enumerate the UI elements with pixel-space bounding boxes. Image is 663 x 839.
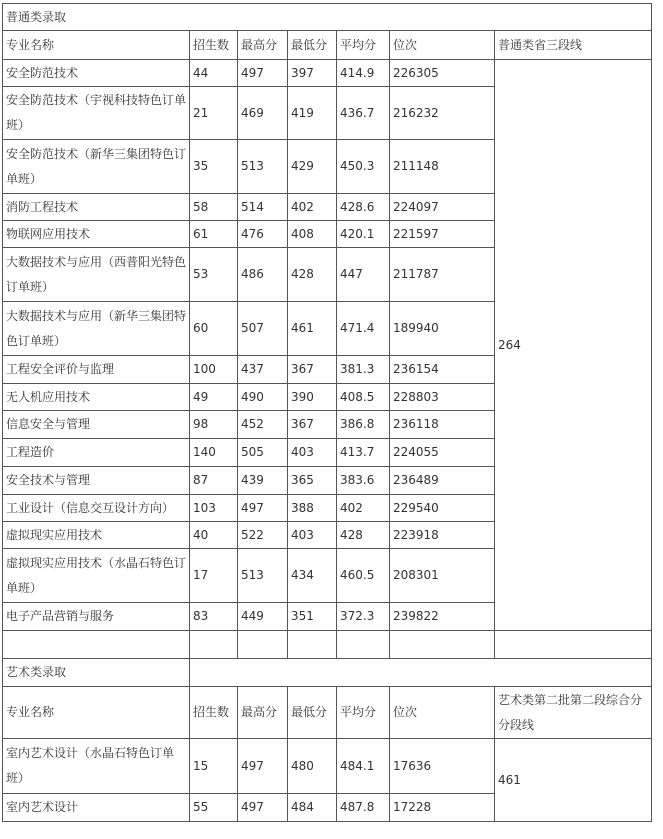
major-name-cell: 安全防范技术（新华三集团特色订单班） bbox=[3, 140, 190, 194]
value-cell: 224055 bbox=[390, 439, 495, 467]
value-cell: 439 bbox=[238, 467, 288, 495]
value-cell: 60 bbox=[190, 302, 238, 356]
admission-table bbox=[2, 3, 652, 822]
value-cell: 402 bbox=[288, 194, 337, 221]
empty-cell bbox=[495, 631, 652, 659]
major-name-cell: 室内艺术设计 bbox=[3, 794, 190, 822]
value-cell: 229540 bbox=[390, 495, 495, 522]
value-cell: 103 bbox=[190, 495, 238, 522]
value-cell: 189940 bbox=[390, 302, 495, 356]
col-header-rank: 位次 bbox=[390, 31, 495, 60]
value-cell: 513 bbox=[238, 140, 288, 194]
major-name-cell: 安全防范技术（宇视科技特色订单班） bbox=[3, 87, 190, 140]
value-cell: 17228 bbox=[390, 794, 495, 822]
value-cell: 428 bbox=[288, 248, 337, 302]
major-name-cell: 工业设计（信息交互设计方向） bbox=[3, 495, 190, 522]
value-cell: 223918 bbox=[390, 522, 495, 549]
value-cell: 236489 bbox=[390, 467, 495, 495]
empty-cell bbox=[190, 659, 652, 687]
value-cell: 381.3 bbox=[337, 356, 390, 384]
value-cell: 228803 bbox=[390, 384, 495, 411]
value-cell: 461 bbox=[288, 302, 337, 356]
value-cell: 434 bbox=[288, 549, 337, 603]
col-header-threshold: 普通类省三段线 bbox=[495, 31, 652, 60]
value-cell: 53 bbox=[190, 248, 238, 302]
col-header-name: 专业名称 bbox=[3, 31, 190, 60]
col-header-min: 最低分 bbox=[288, 31, 337, 60]
general-threshold-cell: 264 bbox=[495, 60, 652, 631]
value-cell: 351 bbox=[288, 603, 337, 631]
value-cell: 100 bbox=[190, 356, 238, 384]
value-cell: 211787 bbox=[390, 248, 495, 302]
value-cell: 87 bbox=[190, 467, 238, 495]
general-section-title: 普通类录取 bbox=[3, 4, 652, 31]
value-cell: 460.5 bbox=[337, 549, 390, 603]
value-cell: 224097 bbox=[390, 194, 495, 221]
value-cell: 428 bbox=[337, 522, 390, 549]
value-cell: 497 bbox=[238, 739, 288, 794]
major-name-cell: 虚拟现实应用技术 bbox=[3, 522, 190, 549]
major-name-cell: 安全技术与管理 bbox=[3, 467, 190, 495]
value-cell: 239822 bbox=[390, 603, 495, 631]
value-cell: 365 bbox=[288, 467, 337, 495]
value-cell: 469 bbox=[238, 87, 288, 140]
value-cell: 58 bbox=[190, 194, 238, 221]
art-title-row bbox=[3, 659, 652, 687]
major-name-cell: 电子产品营销与服务 bbox=[3, 603, 190, 631]
empty-cell bbox=[288, 631, 337, 659]
empty-cell bbox=[337, 631, 390, 659]
value-cell: 397 bbox=[288, 60, 337, 87]
value-cell: 484 bbox=[288, 794, 337, 822]
major-name-cell: 无人机应用技术 bbox=[3, 384, 190, 411]
major-name-cell: 工程安全评价与监理 bbox=[3, 356, 190, 384]
col-header-rank: 位次 bbox=[390, 687, 495, 739]
major-name-cell: 物联网应用技术 bbox=[3, 221, 190, 248]
value-cell: 497 bbox=[238, 60, 288, 87]
value-cell: 487.8 bbox=[337, 794, 390, 822]
value-cell: 98 bbox=[190, 411, 238, 439]
empty-cell bbox=[190, 631, 238, 659]
value-cell: 447 bbox=[337, 248, 390, 302]
value-cell: 476 bbox=[238, 221, 288, 248]
art-threshold-cell: 461 bbox=[495, 739, 652, 822]
table-row bbox=[3, 60, 652, 87]
value-cell: 40 bbox=[190, 522, 238, 549]
value-cell: 403 bbox=[288, 439, 337, 467]
empty-cell bbox=[390, 631, 495, 659]
admission-table-body bbox=[3, 4, 652, 822]
value-cell: 505 bbox=[238, 439, 288, 467]
separator-row bbox=[3, 631, 652, 659]
value-cell: 490 bbox=[238, 384, 288, 411]
value-cell: 403 bbox=[288, 522, 337, 549]
empty-cell bbox=[238, 631, 288, 659]
value-cell: 367 bbox=[288, 356, 337, 384]
col-header-threshold: 艺术类第二批第二段综合分分段线 bbox=[495, 687, 652, 739]
value-cell: 383.6 bbox=[337, 467, 390, 495]
value-cell: 497 bbox=[238, 495, 288, 522]
table-row bbox=[3, 739, 652, 794]
empty-cell bbox=[3, 631, 190, 659]
value-cell: 367 bbox=[288, 411, 337, 439]
value-cell: 216232 bbox=[390, 87, 495, 140]
value-cell: 388 bbox=[288, 495, 337, 522]
value-cell: 471.4 bbox=[337, 302, 390, 356]
col-header-max: 最高分 bbox=[238, 31, 288, 60]
art-section-title: 艺术类录取 bbox=[3, 659, 190, 687]
col-header-min: 最低分 bbox=[288, 687, 337, 739]
value-cell: 221597 bbox=[390, 221, 495, 248]
value-cell: 497 bbox=[238, 794, 288, 822]
major-name-cell: 信息安全与管理 bbox=[3, 411, 190, 439]
value-cell: 449 bbox=[238, 603, 288, 631]
value-cell: 49 bbox=[190, 384, 238, 411]
value-cell: 513 bbox=[238, 549, 288, 603]
col-header-avg: 平均分 bbox=[337, 31, 390, 60]
value-cell: 419 bbox=[288, 87, 337, 140]
col-header-avg: 平均分 bbox=[337, 687, 390, 739]
value-cell: 17 bbox=[190, 549, 238, 603]
general-title-row bbox=[3, 4, 652, 31]
col-header-name: 专业名称 bbox=[3, 687, 190, 739]
value-cell: 83 bbox=[190, 603, 238, 631]
value-cell: 372.3 bbox=[337, 603, 390, 631]
value-cell: 61 bbox=[190, 221, 238, 248]
value-cell: 402 bbox=[337, 495, 390, 522]
value-cell: 386.8 bbox=[337, 411, 390, 439]
col-header-enroll: 招生数 bbox=[190, 687, 238, 739]
major-name-cell: 大数据技术与应用（西普阳光特色订单班） bbox=[3, 248, 190, 302]
value-cell: 486 bbox=[238, 248, 288, 302]
value-cell: 226305 bbox=[390, 60, 495, 87]
value-cell: 408.5 bbox=[337, 384, 390, 411]
major-name-cell: 室内艺术设计（水晶石特色订单班） bbox=[3, 739, 190, 794]
major-name-cell: 安全防范技术 bbox=[3, 60, 190, 87]
value-cell: 514 bbox=[238, 194, 288, 221]
value-cell: 452 bbox=[238, 411, 288, 439]
col-header-enroll: 招生数 bbox=[190, 31, 238, 60]
value-cell: 15 bbox=[190, 739, 238, 794]
value-cell: 140 bbox=[190, 439, 238, 467]
art-header-row bbox=[3, 687, 652, 739]
value-cell: 211148 bbox=[390, 140, 495, 194]
value-cell: 390 bbox=[288, 384, 337, 411]
value-cell: 55 bbox=[190, 794, 238, 822]
value-cell: 208301 bbox=[390, 549, 495, 603]
general-header-row bbox=[3, 31, 652, 60]
value-cell: 21 bbox=[190, 87, 238, 140]
value-cell: 236118 bbox=[390, 411, 495, 439]
value-cell: 507 bbox=[238, 302, 288, 356]
value-cell: 480 bbox=[288, 739, 337, 794]
major-name-cell: 虚拟现实应用技术（水晶石特色订单班） bbox=[3, 549, 190, 603]
value-cell: 413.7 bbox=[337, 439, 390, 467]
col-header-max: 最高分 bbox=[238, 687, 288, 739]
value-cell: 522 bbox=[238, 522, 288, 549]
value-cell: 35 bbox=[190, 140, 238, 194]
value-cell: 436.7 bbox=[337, 87, 390, 140]
value-cell: 236154 bbox=[390, 356, 495, 384]
value-cell: 17636 bbox=[390, 739, 495, 794]
value-cell: 414.9 bbox=[337, 60, 390, 87]
value-cell: 420.1 bbox=[337, 221, 390, 248]
value-cell: 450.3 bbox=[337, 140, 390, 194]
value-cell: 428.6 bbox=[337, 194, 390, 221]
value-cell: 44 bbox=[190, 60, 238, 87]
value-cell: 408 bbox=[288, 221, 337, 248]
value-cell: 429 bbox=[288, 140, 337, 194]
major-name-cell: 工程造价 bbox=[3, 439, 190, 467]
value-cell: 437 bbox=[238, 356, 288, 384]
major-name-cell: 大数据技术与应用（新华三集团特色订单班） bbox=[3, 302, 190, 356]
major-name-cell: 消防工程技术 bbox=[3, 194, 190, 221]
value-cell: 484.1 bbox=[337, 739, 390, 794]
